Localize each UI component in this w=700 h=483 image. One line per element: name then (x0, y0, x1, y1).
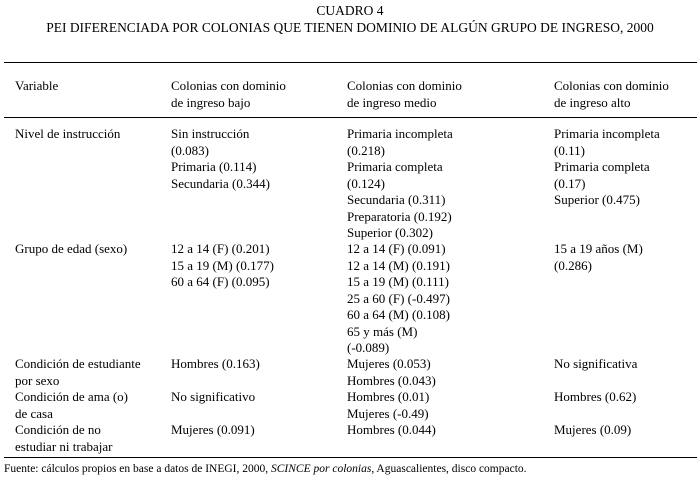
row-condicion-estudiante-variable: Condición de estudiante por sexo (15, 356, 141, 388)
row-grupo-edad-medio: 12 a 14 (F) (0.091) 12 a 14 (M) (0.191) 15 a 19 (M) (0.111) 25 a 60 (F) (-0.497) 60 a 64 (M) (0.108) 65 y más (M) (-0.089) (347, 241, 450, 355)
row-condicion-ama-casa-bajo: No significativo (171, 389, 256, 404)
row-grupo-edad-alto: 15 a 19 años (M) (0.286) (554, 241, 643, 273)
row-condicion-ama-casa-alto: Hombres (0.62) (554, 389, 637, 404)
header-ingreso-alto: Colonias con dominio de ingreso alto (554, 78, 669, 110)
header-ingreso-bajo: Colonias con dominio de ingreso bajo (171, 78, 286, 110)
top-rule (4, 62, 697, 63)
row-condicion-ama-casa-medio: Hombres (0.01) Mujeres (-0.49) (347, 389, 430, 421)
row-nivel-instruccion-medio: Primaria incompleta (0.218) Primaria completa (0.124) Secundaria (0.311) Preparatoria (0.192) Superior (0.302) (347, 126, 453, 240)
row-nivel-instruccion-variable: Nivel de instrucción (15, 126, 121, 141)
source-note: Fuente: cálculos propios en base a datos de INEGI, 2000, SCINCE por colonias, Aguascalientes, disco compacto. (4, 463, 527, 475)
row-grupo-edad-variable: Grupo de edad (sexo) (15, 241, 128, 256)
row-condicion-ama-casa-variable: Condición de ama (o) de casa (15, 389, 128, 421)
header-rule (4, 117, 697, 118)
row-no-estudiar-trabajar-bajo: Mujeres (0.091) (171, 422, 255, 437)
header-ingreso-medio: Colonias con dominio de ingreso medio (347, 78, 462, 110)
row-condicion-estudiante-bajo: Hombres (0.163) (171, 356, 260, 371)
row-no-estudiar-trabajar-medio: Hombres (0.044) (347, 422, 436, 437)
table-number: CUADRO 4 (316, 3, 384, 18)
header-variable: Variable (15, 78, 59, 93)
row-nivel-instruccion-bajo: Sin instrucción (0.083) Primaria (0.114) Secundaria (0.344) (171, 126, 270, 191)
row-grupo-edad-bajo: 12 a 14 (F) (0.201) 15 a 19 (M) (0.177) 60 a 64 (F) (0.095) (171, 241, 274, 289)
bottom-rule (4, 457, 697, 458)
row-condicion-estudiante-medio: Mujeres (0.053) Hombres (0.043) (347, 356, 436, 388)
row-condicion-estudiante-alto: No significativa (554, 356, 638, 371)
row-no-estudiar-trabajar-variable: Condición de no estudiar ni trabajar (15, 422, 113, 454)
row-nivel-instruccion-alto: Primaria incompleta (0.11) Primaria completa (0.17) Superior (0.475) (554, 126, 660, 207)
table-title: PEI DIFERENCIADA POR COLONIAS QUE TIENEN DOMINIO DE ALGÚN GRUPO DE INGRESO, 2000 (46, 20, 654, 35)
row-no-estudiar-trabajar-alto: Mujeres (0.09) (554, 422, 632, 437)
